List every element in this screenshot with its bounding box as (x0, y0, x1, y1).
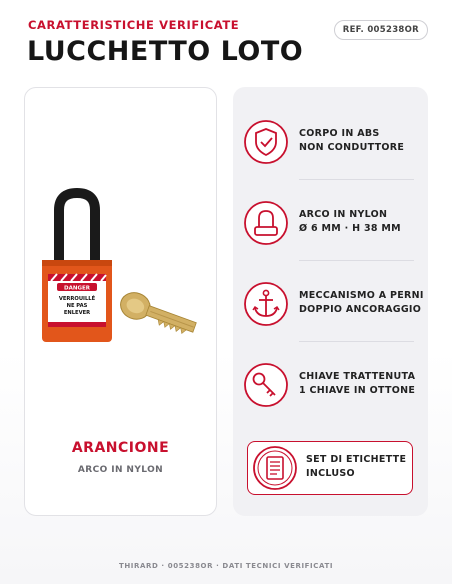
tag-line-1: VERROUILLÉ (58, 296, 96, 302)
feature-text (299, 127, 404, 154)
brass-key (117, 289, 199, 340)
page-title: LUCCHETTO LOTO (27, 36, 304, 67)
feature-line-1: ARCO IN NYLON (299, 209, 388, 220)
feature-item-shackle (243, 196, 428, 246)
feature-divider (299, 179, 414, 180)
product-image (37, 188, 207, 348)
danger-tag-text: DANGER (64, 285, 90, 292)
padlock-shackle-icon (243, 200, 289, 246)
feature-line-2: NON CONDUTTORE (299, 141, 405, 153)
feature-divider (299, 341, 414, 342)
product-material: ARCO IN NYLON (77, 465, 164, 475)
padlock-shackle (59, 193, 95, 260)
key-icon (243, 362, 289, 408)
page-footer: THIRARD · 005238OR · DATI TECNICI VERIFICATI (118, 562, 334, 570)
tag-line-2: NE PAS (66, 303, 88, 309)
labels-box-line-1: SET DI ETICHETTE (306, 454, 407, 465)
labels-box-text (306, 453, 406, 480)
anchor-icon (243, 281, 289, 327)
feature-text (299, 370, 415, 397)
feature-line-1: MECCANISMO A PERNI (299, 290, 424, 301)
feature-divider (299, 260, 414, 261)
product-card (24, 87, 217, 516)
feature-item-mechanism (243, 277, 428, 327)
feature-line-2: DOPPIO ANCORAGGIO (299, 303, 422, 315)
features-panel (233, 87, 428, 516)
feature-text (299, 289, 424, 316)
feature-line-1: CHIAVE TRATTENUTA (299, 371, 416, 382)
feature-text (299, 208, 401, 235)
labels-box-line-2: INCLUSO (306, 467, 355, 479)
feature-line-2: 1 CHIAVE IN OTTONE (299, 384, 416, 396)
document-icon (252, 445, 298, 491)
included-labels-box (247, 441, 413, 495)
feature-line-2: Ø 6 MM · H 38 MM (299, 222, 401, 234)
reference-badge: REF. 005238OR (334, 20, 428, 40)
feature-item-body (243, 115, 428, 165)
feature-item-key (243, 358, 428, 408)
feature-line-1: CORPO IN ABS (299, 128, 380, 139)
tag-line-3: ENLEVER (63, 310, 91, 316)
shield-check-icon (243, 119, 289, 165)
section-eyebrow: CARATTERISTICHE VERIFICATE (28, 18, 240, 32)
product-color-name: ARANCIONE (71, 440, 170, 456)
